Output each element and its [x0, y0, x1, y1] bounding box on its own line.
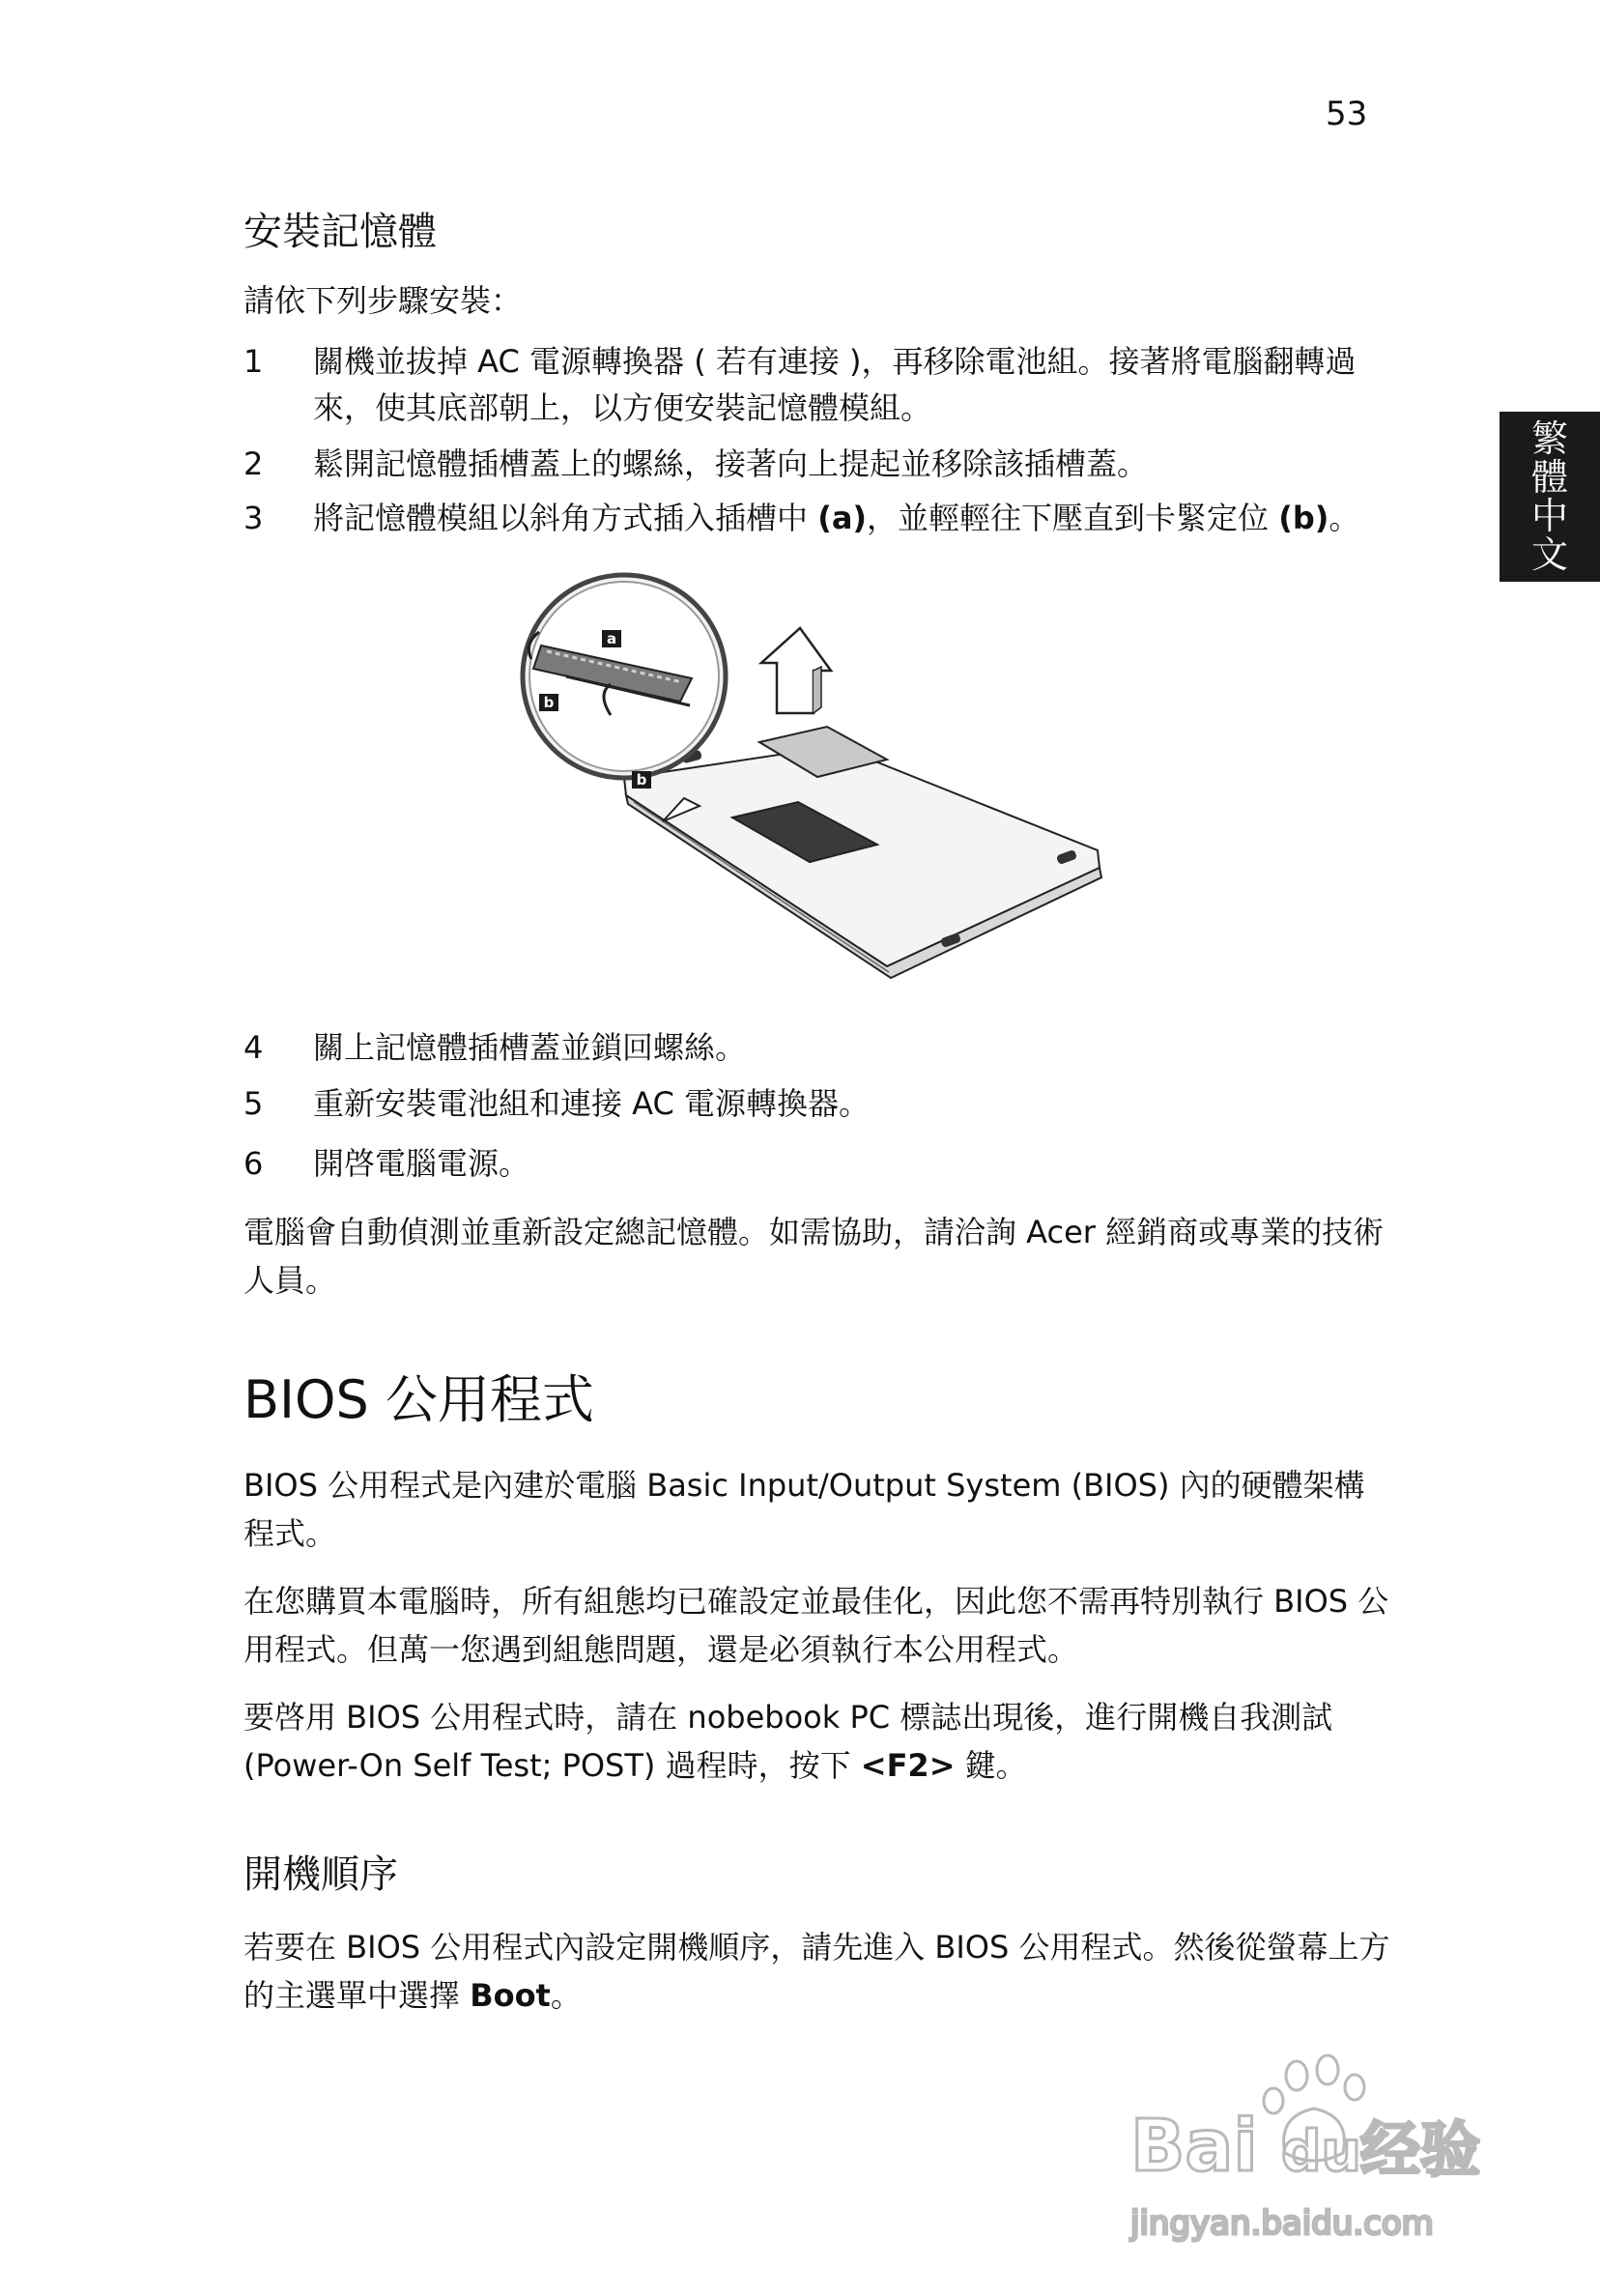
watermark-brand: Bai — [1130, 2105, 1258, 2188]
step-number: 4 — [243, 1029, 264, 1066]
lift-arrow-icon — [761, 628, 831, 713]
step-item — [243, 1080, 1393, 1127]
side-tab-char: 繁 — [1530, 417, 1568, 460]
step-number: 5 — [243, 1085, 264, 1122]
figure-label-b — [632, 771, 651, 789]
side-tab-char: 體 — [1530, 456, 1568, 499]
step-number: 6 — [243, 1145, 264, 1182]
step-number: 3 — [243, 500, 264, 536]
bios-section-heading: BIOS 公用程式 — [243, 1369, 594, 1430]
boot-text-part: 。 — [550, 1977, 582, 2014]
figure-label-b-text: b — [636, 771, 647, 789]
language-side-tab — [1500, 412, 1600, 582]
watermark-brand-du: du — [1281, 2118, 1361, 2184]
side-tab-char: 文 — [1530, 533, 1568, 576]
step-item — [243, 1140, 1393, 1187]
side-tab-char: 中 — [1530, 495, 1568, 537]
laptop-base-drawing — [624, 727, 1101, 978]
f2-key-label: <F2> — [860, 1747, 956, 1784]
bios-paragraph — [243, 1693, 1393, 1790]
step-item — [243, 441, 1393, 487]
step-text-part: 。 — [1329, 500, 1360, 536]
memory-section-heading: 安裝記憶體 — [243, 210, 437, 254]
step-text-part: 將記憶體模組以斜角方式插入插槽中 — [313, 500, 818, 536]
boot-text-part: 若要在 BIOS 公用程式內設定開機順序，請先進入 BIOS 公用程式。然後從螢幕上方的主選單中選擇 — [243, 1929, 1390, 2014]
step-text: 重新安裝電池組和連接 AC 電源轉換器。 — [313, 1085, 871, 1122]
step-text-part: ，並輕輕往下壓直到卡緊定位 — [867, 500, 1279, 536]
figure-label-b — [539, 694, 558, 711]
bios-paragraph: 在您購買本電腦時，所有組態均已確設定並最佳化，因此您不需再特別執行 BIOS 公用程式。但萬一您遇到組態問題，還是必須執行本公用程式。 — [243, 1583, 1389, 1668]
step-text: 開啓電腦電源。 — [313, 1145, 530, 1182]
step-item — [243, 1024, 1393, 1071]
bios-text-part: 鍵。 — [955, 1747, 1027, 1784]
watermark-url: jingyan.baidu.com — [1130, 2204, 1434, 2243]
memory-intro: 請依下列步驟安裝： — [243, 282, 523, 319]
figure-label-a — [602, 630, 621, 647]
bios-paragraph: BIOS 公用程式是內建於電腦 Basic Input/Output System (BIOS) 內的硬體架構程式。 — [243, 1467, 1365, 1552]
boot-menu-label: Boot — [470, 1977, 551, 2014]
step-item — [243, 338, 1393, 431]
step-bold-a: (a) — [817, 500, 868, 536]
step-text: 鬆開記憶體插槽蓋上的螺絲，接著向上提起並移除該插槽蓋。 — [313, 445, 1149, 482]
memory-closing-paragraph: 電腦會自動偵測並重新設定總記憶體。如需協助，請洽詢 Acer 經銷商或專業的技術人員。 — [243, 1214, 1385, 1299]
step-number: 1 — [243, 343, 264, 380]
figure-label-a-text: a — [606, 630, 617, 647]
step-text: 關機並拔掉 AC 電源轉換器 ( 若有連接 )，再移除電池組。接著將電腦翻轉過來，使其底部朝上，以方便安裝記憶體模組。 — [313, 343, 1357, 426]
page-number: 53 — [1326, 95, 1368, 133]
step-item — [243, 495, 1393, 541]
bios-text-part: 要啓用 BIOS 公用程式時，請在 nobebook PC 標誌出現後，進行開機自我測試 (Power-On Self Test; POST) 過程時，按下 — [243, 1699, 1333, 1784]
step-bold-b: (b) — [1278, 500, 1329, 536]
boot-order-heading: 開機順序 — [243, 1852, 398, 1897]
step-text — [313, 495, 1395, 541]
baidu-jingyan-watermark — [1111, 2049, 1517, 2281]
memory-install-illustration — [518, 570, 1117, 986]
watermark-brand-cn: 经验 — [1360, 2114, 1481, 2185]
figure-label-b-text: b — [543, 694, 555, 711]
step-number: 2 — [243, 445, 264, 482]
boot-order-paragraph — [243, 1923, 1393, 2020]
step-text: 關上記憶體插槽蓋並鎖回螺絲。 — [313, 1029, 747, 1066]
